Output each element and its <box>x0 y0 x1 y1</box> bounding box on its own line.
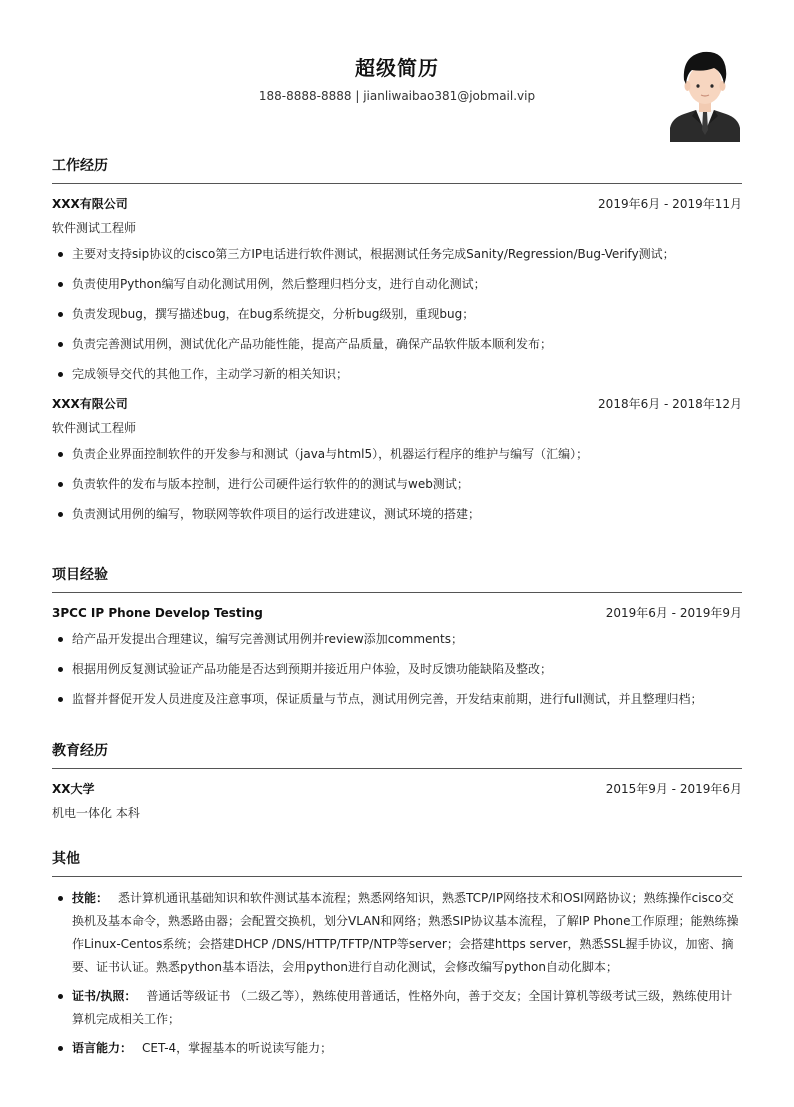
certificates-item <box>52 985 742 1031</box>
company-name: XXX有限公司 <box>52 197 128 211</box>
certificates-text: 普通话等级证书 （二级乙等），熟练使用普通话，性格外向，善于交友；全国计算机等级考试三级，熟练使用计算机完成相关工作； <box>72 989 733 1026</box>
list-item: 负责使用Python编写自动化测试用例，然后整理归档分支，进行自动化测试； <box>52 276 742 292</box>
project-section <box>52 566 742 707</box>
project-bullet-list <box>52 631 742 707</box>
list-item: 负责测试用例的编写，物联网等软件项目的运行改进建议，测试环境的搭建； <box>52 506 742 522</box>
skills-text: 悉计算机通讯基础知识和软件测试基本流程；熟悉网络知识，熟悉TCP/IP网络技术和OSI网路协议；熟练操作cisco交换机及基本命令，熟悉路由器；会配置交换机，划分VLAN和网络；熟悉SIP协议基本流程，了解IP Phone工作原理；能熟练操作Linux-Centos系统；会搭建DHCP /DNS/HTTP/TFTP/NTP等server；会搭建https server，熟悉SSL握手协议，加密、摘要、证书认证。熟悉python基本语法，会用python进行自动化测试，会修改编写python自动化脚本； <box>72 891 739 974</box>
education-section <box>52 742 742 821</box>
work-entry-header <box>52 396 742 412</box>
section-title-education: 教育经历 <box>52 742 742 769</box>
list-item: 给产品开发提出合理建议，编写完善测试用例并review添加comments； <box>52 631 742 647</box>
work-entry-header <box>52 196 742 212</box>
avatar <box>670 46 740 142</box>
school-name: XX大学 <box>52 782 95 796</box>
job-role: 软件测试工程师 <box>52 421 137 435</box>
list-item: 完成领导交代的其他工作，主动学习新的相关知识； <box>52 366 742 382</box>
contact-info: 188-8888-8888 | jianliwaibao381@jobmail.vip <box>258 89 536 103</box>
section-title-work: 工作经历 <box>52 157 742 184</box>
date-range: 2019年6月 - 2019年9月 <box>605 606 742 620</box>
date-range: 2015年9月 - 2019年6月 <box>605 782 742 796</box>
skills-label: 技能： <box>72 891 109 905</box>
list-item: 负责发现bug，撰写描述bug，在bug系统提交，分析bug级别，重现bug； <box>52 306 742 322</box>
date-range: 2018年6月 - 2018年12月 <box>598 397 742 411</box>
section-title-project: 项目经验 <box>52 566 742 593</box>
other-list <box>52 887 742 1060</box>
resume-header <box>52 46 742 146</box>
language-label: 语言能力： <box>72 1041 133 1055</box>
other-section <box>52 850 742 1060</box>
list-item: 负责企业界面控制软件的开发参与和测试（java与html5），机器运行程序的维护与编写（汇编）； <box>52 446 742 462</box>
list-item: 根据用例反复测试验证产品功能是否达到预期并接近用户体验，及时反馈功能缺陷及整改； <box>52 661 742 677</box>
list-item: 主要对支持sip协议的cisco第三方IP电话进行软件测试，根据测试任务完成Sanity/Regression/Bug-Verify测试； <box>52 246 742 262</box>
major-degree: 机电一体化 本科 <box>52 806 140 820</box>
list-item: 负责软件的发布与版本控制，进行公司硬件运行软件的的测试与web测试； <box>52 476 742 492</box>
person-in-suit-avatar-icon <box>670 46 740 142</box>
date-range: 2019年6月 - 2019年11月 <box>598 197 742 211</box>
list-item: 负责完善测试用例，测试优化产品功能性能，提高产品质量，确保产品软件版本顺利发布； <box>52 336 742 352</box>
work-bullet-list <box>52 246 742 382</box>
language-item <box>52 1037 742 1060</box>
work-section <box>52 157 742 522</box>
project-entry-header <box>52 605 742 621</box>
project-name: 3PCC IP Phone Develop Testing <box>52 606 263 620</box>
job-role: 软件测试工程师 <box>52 221 137 235</box>
certificates-label: 证书/执照： <box>72 989 137 1003</box>
list-item: 监督并督促开发人员进度及注意事项，保证质量与节点，测试用例完善，开发结束前期，进行full测试，并且整理归档； <box>52 691 742 707</box>
work-bullet-list <box>52 446 742 522</box>
skills-item <box>52 887 742 979</box>
company-name: XXX有限公司 <box>52 397 128 411</box>
resume-name: 超级简历 <box>355 56 439 80</box>
language-text: CET-4，掌握基本的听说读写能力； <box>142 1041 333 1055</box>
section-title-other: 其他 <box>52 850 742 877</box>
education-entry-header <box>52 781 742 797</box>
